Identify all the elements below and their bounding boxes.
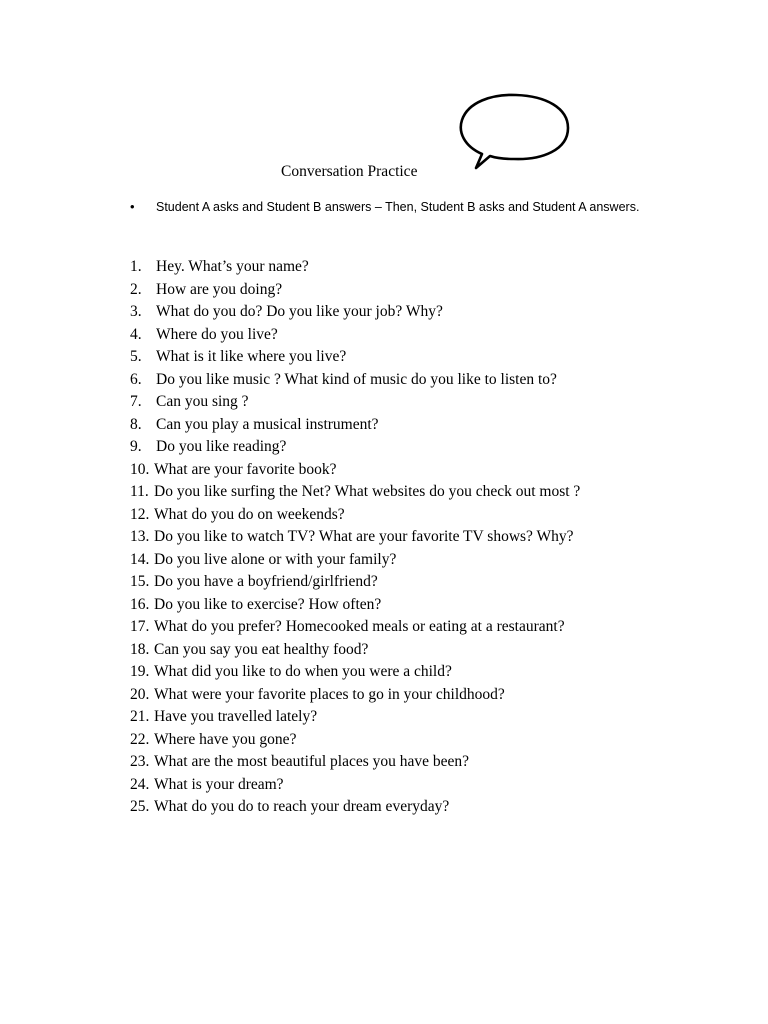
question-number: 4. [130, 325, 142, 343]
question-number: 19. [130, 663, 150, 680]
question-item [130, 594, 690, 617]
question-text: Do you like surfing the Net? What websites do you check out most ? [154, 483, 581, 500]
question-item [130, 504, 690, 527]
question-item [130, 256, 690, 279]
question-number: 11. [130, 483, 149, 500]
question-item [130, 639, 690, 662]
question-text: Do you like to exercise? How often? [154, 595, 382, 613]
question-text: What did you like to do when you were a child? [154, 663, 452, 680]
instruction-bullet [130, 198, 650, 216]
question-text: Can you sing ? [156, 393, 249, 410]
question-text: Have you travelled lately? [154, 708, 318, 725]
question-number: 20. [130, 685, 150, 703]
question-number: 23. [130, 753, 150, 770]
question-number: 2. [130, 280, 142, 298]
question-item [130, 436, 690, 459]
question-number: 1. [130, 258, 142, 275]
bullet-icon: • [130, 199, 135, 214]
question-number: 12. [130, 505, 150, 523]
question-item [130, 751, 690, 774]
question-item [130, 414, 690, 437]
question-item [130, 616, 690, 639]
question-item [130, 324, 690, 347]
question-text: What are the most beautiful places you have been? [154, 753, 470, 770]
question-item [130, 369, 690, 392]
question-text: Do you have a boyfriend/girlfriend? [154, 573, 378, 590]
question-item [130, 684, 690, 707]
page-title: Conversation Practice [281, 163, 418, 180]
question-number: 13. [130, 528, 150, 545]
question-item [130, 301, 690, 324]
question-text: Do you like music ? What kind of music do you like to listen to? [156, 370, 557, 388]
question-number: 21. [130, 708, 150, 725]
question-number: 10. [130, 460, 150, 478]
question-text: What do you do on weekends? [154, 505, 345, 523]
question-number: 16. [130, 595, 150, 613]
question-text: Do you like reading? [156, 438, 287, 455]
question-text: Can you say you eat healthy food? [154, 640, 369, 658]
question-number: 25. [130, 798, 150, 815]
question-number: 17. [130, 618, 150, 635]
question-text: Can you play a musical instrument? [156, 415, 379, 433]
question-item [130, 346, 690, 369]
question-text: What do you prefer? Homecooked meals or eating at a restaurant? [154, 618, 565, 635]
question-number: 8. [130, 415, 142, 433]
question-number: 7. [130, 393, 142, 410]
question-number: 3. [130, 303, 142, 320]
question-item [130, 706, 690, 729]
question-number: 5. [130, 348, 142, 365]
question-text: What are your favorite book? [154, 460, 337, 478]
question-number: 18. [130, 640, 150, 658]
question-text: Where have you gone? [154, 730, 297, 748]
question-number: 6. [130, 370, 142, 388]
question-text: Hey. What’s your name? [156, 258, 309, 275]
question-list [130, 256, 690, 819]
question-text: What is it like where you live? [156, 348, 347, 365]
question-number: 9. [130, 438, 142, 455]
question-text: What do you do to reach your dream everyday? [154, 798, 450, 815]
question-text: What is your dream? [154, 775, 284, 793]
question-item [130, 481, 690, 504]
question-number: 14. [130, 550, 150, 568]
question-text: What were your favorite places to go in your childhood? [154, 685, 505, 703]
instruction-text: Student A asks and Student B answers – Then, Student B asks and Student A answers. [156, 200, 640, 214]
question-item [130, 729, 690, 752]
question-text: What do you do? Do you like your job? Why? [156, 303, 443, 320]
question-item [130, 796, 690, 819]
question-text: Do you like to watch TV? What are your favorite TV shows? Why? [154, 528, 574, 545]
question-number: 22. [130, 730, 150, 748]
question-item [130, 526, 690, 549]
question-item [130, 571, 690, 594]
question-item [130, 661, 690, 684]
speech-bubble-icon [456, 92, 574, 174]
question-item [130, 549, 690, 572]
question-item [130, 279, 690, 302]
question-text: Where do you live? [156, 325, 278, 343]
question-text: Do you live alone or with your family? [154, 550, 397, 568]
question-item [130, 459, 690, 482]
question-item [130, 391, 690, 414]
question-number: 15. [130, 573, 150, 590]
question-text: How are you doing? [156, 280, 283, 298]
question-number: 24. [130, 775, 150, 793]
question-item [130, 774, 690, 797]
